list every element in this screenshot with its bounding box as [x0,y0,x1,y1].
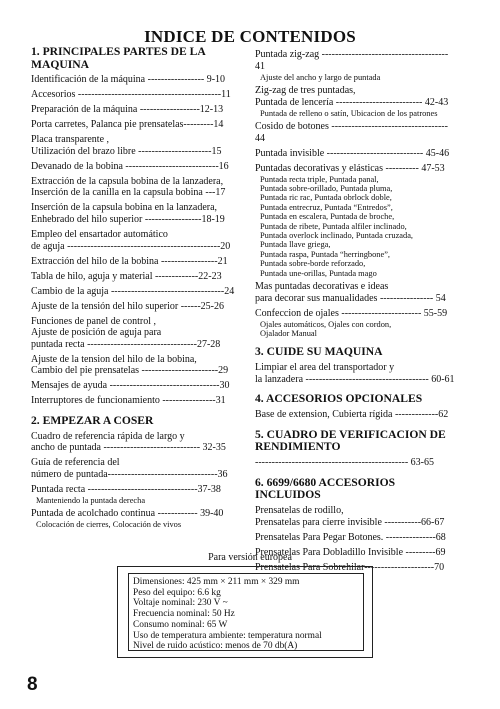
toc-entry-text: Cosido de botones ----------------------------------- 44 [255,121,448,144]
toc-entry-text: Base de extension, Cubierta rígida -------------62 [255,409,449,421]
section-heading: 6. 6699/6680 ACCESORIOS INCLUIDOS [255,475,396,502]
toc-entry-text: Puntada de acolchado continua ------------ 39-40 [31,508,224,520]
toc-entry[interactable] [31,176,243,199]
toc-entry-text: Puntada invisible ----------------------------- 45-46 [255,147,450,159]
toc-entry-text: Mas puntadas decorativas e ideas para decorar sus manualidades ---------------- 54 [255,281,446,304]
toc-entry[interactable] [31,380,243,392]
toc-entry-text: Preparación de la máquina ------------------12-13 [31,104,224,116]
toc-entry[interactable] [31,104,243,116]
toc-entry[interactable] [255,281,460,304]
toc-entry-text: Mensajes de ayuda ---------------------------------30 [31,380,230,392]
toc-entry-text: Funciones de panel de control , Ajuste de posición de aguja para puntada recta ---------------------------------27-28 [31,315,221,350]
europe-version-label: Para versión europea [208,552,292,563]
toc-entry[interactable] [31,256,243,268]
toc-entry-text: Inserción de la capsula bobina en la lanzadera, Enhebrado del hilo superior -----------------18-19 [31,202,225,226]
toc-entry-text: Zig-zag de tres puntadas, Puntada de lencería -------------------------- 42-43 [255,85,449,108]
toc-entry-text: Identificación de la máquina ----------------- 9-10 [31,74,226,86]
toc-entry[interactable] [31,119,243,131]
page-number: 8 [27,674,38,695]
toc-entry-text: Prensatelas Para Sobrehilar---------------------70 [255,561,445,573]
toc-entry[interactable] [255,457,460,469]
toc-entry[interactable] [255,362,460,385]
section-heading: 2. EMPEZAR A COSER [31,413,154,427]
toc-entry-text: Cambio de la aguja ----------------------------------24 [31,285,235,297]
toc-entry[interactable] [31,301,243,313]
toc-entry[interactable] [31,508,243,529]
toc-entry[interactable] [255,49,460,82]
toc-right-column [255,46,460,573]
toc-entry-text: Prensatelas Para Dobladillo Invisible ---------69 [255,546,446,558]
toc-entry-subtext: Colocación de cierres, Colocación de vivos [36,519,182,529]
toc-entry[interactable] [31,229,243,252]
toc-entry-text: Interruptores de funcionamiento ----------------31 [31,395,226,407]
toc-entry-text: Prensatelas de rodillo, Prensatelas para cierre invisible -----------66-67 [255,505,445,528]
toc-entry-subtext: Manteniendo la puntada derecha [36,495,146,505]
toc-entry-text: Devanado de la bobina ----------------------------16 [31,160,229,172]
toc-entry-subtext: Ojales automáticos, Ojales con cordon, Ojalador Manual [260,319,392,338]
toc-entry[interactable] [31,134,243,157]
section-heading: 1. PRINCIPALES PARTES DE LA MAQUINA [31,45,206,71]
toc-entry[interactable] [255,163,460,278]
toc-entry-text: Puntadas decorativas y elásticas ---------- 47-53 [255,162,445,174]
toc-entry-subtext: Puntada de relleno o satín, Ubicacion de los patrones [260,108,438,118]
europe-spec-text: Dimensiones: 425 mm × 211 mm × 329 mm Peso del equipo: 6.6 kg Voltaje nominal: 230 V ~ Frecuencia nominal: 50 Hz Consumo nominal: 65 W Uso de temperatura ambiente: temperatura normal Nivel de ruido acústico: menos de 70 db(A) [128,573,364,651]
toc-entry-text: Extracción del hilo de la bobina -----------------21 [31,255,228,267]
toc-entry[interactable] [31,431,243,454]
toc-entry-text: Prensatelas Para Pegar Botones. ---------------68 [255,531,446,543]
toc-entry-text: Porta carretes, Palanca pie prensatelas---------14 [31,119,224,131]
toc-entry[interactable] [31,161,243,173]
toc-entry-text: Guía de referencia del número de puntada---------------------------------36 [31,457,228,480]
toc-entry[interactable] [31,484,243,505]
toc-entry[interactable] [31,89,243,101]
toc-entry[interactable] [31,74,243,86]
toc-entry-text: Tabla de hilo, aguja y material -------------22-23 [31,270,222,282]
toc-entry-text: Ajuste de la tension del hilo de la bobina, Cambio del pie prensatelas -----------------------29 [31,353,229,377]
toc-entry-text: Puntada recta ---------------------------------37-38 [31,483,221,495]
toc-entry[interactable] [31,354,243,377]
toc-entry-text: Limpiar el area del transportador y la lanzadera ------------------------------------- 60-61 [255,362,455,385]
toc-entry[interactable] [255,532,460,544]
toc-entry-text: Empleo del ensartador automático de aguja ----------------------------------------------20 [31,229,231,252]
section-heading: 3. CUIDE SU MAQUINA [255,345,383,359]
toc-entry[interactable] [31,202,243,225]
toc-entry[interactable] [31,271,243,283]
toc-entry[interactable] [255,505,460,528]
toc-entry[interactable] [255,85,460,118]
toc-entry[interactable] [255,409,460,421]
toc-entry-text: Ajuste de la tensión del hilo superior ------25-26 [31,300,225,312]
toc-entry[interactable] [31,316,243,351]
toc-entry-text: Puntada zig-zag -------------------------------------- 41 [255,49,449,72]
toc-entry-text: Accesorios -------------------------------------------11 [31,89,231,101]
toc-entry-text: Placa transparente , Utilización del brazo libre ----------------------15 [31,134,222,157]
toc-left-column [31,46,243,529]
toc-entry[interactable] [31,457,243,480]
toc-entry-text: Cuadro de referencia rápida de largo y ancho de puntada ----------------------------- 32-35 [31,430,226,454]
toc-entry[interactable] [255,308,460,338]
page-title: INDICE DE CONTENIDOS [144,27,356,46]
toc-entry-text: ---------------------------------------------- 63-65 [255,457,435,469]
europe-spec-box [117,566,373,658]
toc-entry-subtext: Puntada recta triple, Puntada panal, Puntada sobre-orillado, Puntada pluma, Puntada ric rac, Puntada obrlock doble, Puntada entrecruz, Puntada “Entredos”, Puntada en escalera, Puntada de broche, Puntada de ribete, Puntada alfiler inclinado, Puntada overlock inclinado, Puntada cruzada, Puntada llave griega, Puntada raspa, Puntada “herringbone”, Puntada sobre-borde reforzado, Puntada une-orillas, Puntada mago [260,174,414,278]
toc-entry-subtext: Ajuste del ancho y largo de puntada [260,72,381,82]
toc-entry[interactable] [31,395,243,407]
section-heading: 5. CUADRO DE VERIFICACION DE RENDIMIENTO [255,427,446,454]
toc-entry[interactable] [255,148,460,160]
toc-entry[interactable] [31,286,243,298]
toc-entry[interactable] [255,121,460,144]
toc-entry-text: Confeccion de ojales ------------------------ 55-59 [255,307,448,319]
section-heading: 4. ACCESORIOS OPCIONALES [255,392,423,406]
toc-entry-text: Extracción de la capsula bobina de la lanzadera, Inserción de la canilla en la capsula bobina ---17 [31,175,226,199]
